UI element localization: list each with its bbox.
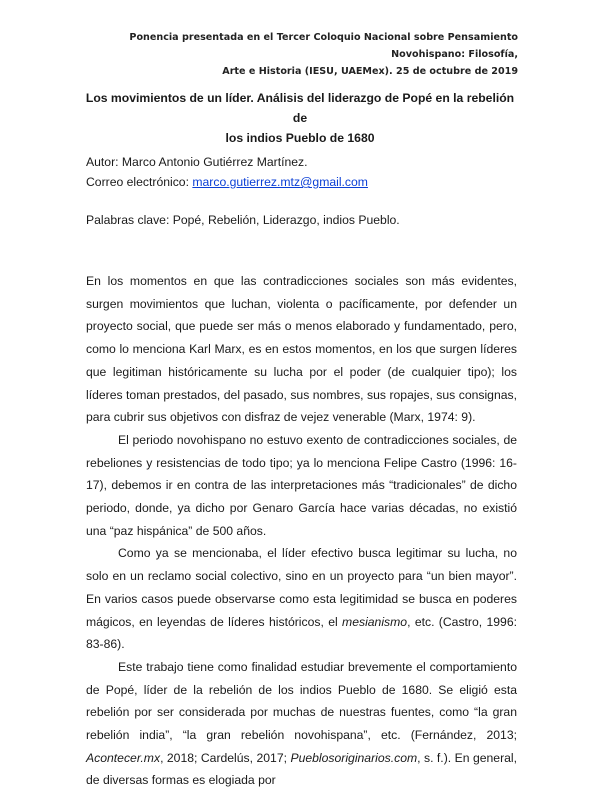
paragraph-1: En los momentos en que las contradicciones sociales son más evidentes, surgen movimientos que luchan, violenta o pacíficamente, por defender un proyecto social, que puede ser más o menos elaborado y fundamentado, pero, como lo menciona Karl Marx, es en estos momentos, en los que surgen líderes que legitiman históricamente su lucha por el poder (de cualquier tipo); los líderes toman prestados, del pasado, sus nombres, sus ropajes, sus consignas, para cubrir sus objetivos con disfraz de vejez venerable (Marx, 1974: 9). xyxy=(86,274,517,425)
paragraph-2: El periodo novohispano no estuvo exento de contradicciones sociales, de rebeliones y resistencias de todo tipo; ya lo menciona Felipe Castro (1996: 16-17), debemos ir en contra de las interpretaciones más “tradicionales” de dicho periodo, donde, ya dicho por Genaro García hace varias décadas, no existió una “paz hispánica” de 500 años. xyxy=(86,432,517,538)
paragraph-3-text-b: , etc. (Castro, 1996: 83-86). xyxy=(86,614,517,652)
paragraph-3-italic: mesianismo xyxy=(342,614,408,629)
paragraph-4-italic-2: Pueblosoriginarios.com xyxy=(290,750,418,765)
email-link[interactable]: marco.gutierrez.mtz@gmail.com xyxy=(192,175,368,189)
title-line-2: los indios Pueblo de 1680 xyxy=(225,131,375,145)
keywords-line: Palabras clave: Popé, Rebelión, Liderazgo, indios Pueblo. xyxy=(86,213,400,227)
title-line-1: Los movimientos de un líder. Análisis del liderazgo de Popé en la rebelión de xyxy=(85,91,515,125)
email-line xyxy=(86,172,368,192)
header-line-1: Ponencia presentada en el Tercer Coloquio Nacional sobre Pensamiento Novohispano: Filosofía, xyxy=(129,32,518,60)
paragraph-4 xyxy=(86,656,517,792)
body-text xyxy=(86,270,517,792)
paragraph-3 xyxy=(86,542,517,656)
paragraph-4-text-c: , s. f.). En general, de diversas formas es elogiada por xyxy=(86,750,518,788)
paper-title xyxy=(80,88,520,148)
paragraph-4-text-b: , 2018; Cardelús, 2017; xyxy=(160,750,291,765)
email-label: Correo electrónico: xyxy=(86,175,193,189)
paragraph-4-text-a: Este trabajo tiene como finalidad estudiar brevemente el comportamiento de Popé, líder de la rebelión de los indios Pueblo de 1680. Se eligió esta rebelión por ser considerada por muchas de nuestras fuentes, como “la gran rebelión india”, “la gran rebelión novohispana”, etc. (Fernández, 2013; xyxy=(86,659,517,743)
running-header xyxy=(58,29,518,80)
author-line: Autor: Marco Antonio Gutiérrez Martínez. xyxy=(86,155,308,169)
paragraph-3-text-a: Como ya se mencionaba, el líder efectivo busca legitimar su lucha, no solo en un reclamo social colectivo, sino en un proyecto para “un bien mayor”. En varios casos puede observarse como esta legitimidad se busca en poderes mágicos, en leyendas de líderes históricos, el xyxy=(86,546,517,629)
header-line-2: Arte e Historia (IESU, UAEMex). 25 de octubre de 2019 xyxy=(222,66,518,77)
paragraph-4-italic-1: Acontecer.mx xyxy=(86,750,161,765)
